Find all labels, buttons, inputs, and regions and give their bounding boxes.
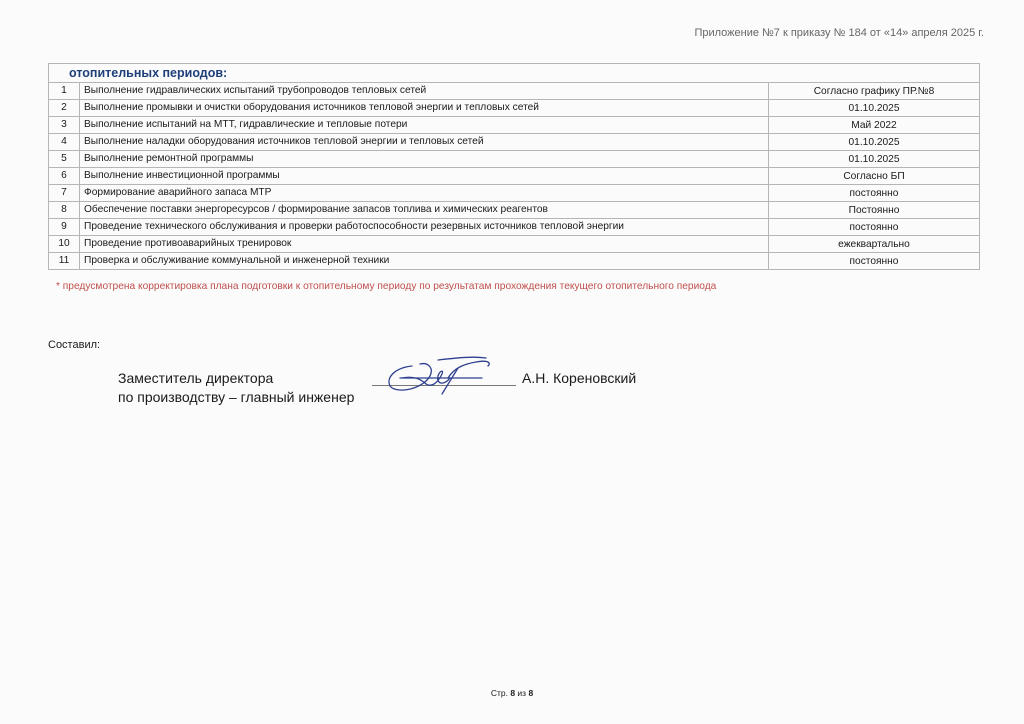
- table-row: [49, 100, 980, 117]
- page-sep: из: [517, 688, 527, 698]
- section-title: отопительных периодов:: [49, 64, 980, 83]
- signer-position-line1: Заместитель директора: [118, 370, 274, 386]
- task-deadline: 01.10.2025: [769, 151, 980, 168]
- row-number: 6: [49, 168, 80, 185]
- table-row: [49, 253, 980, 270]
- table-row: [49, 117, 980, 134]
- task-name: Выполнение ремонтной программы: [80, 151, 769, 168]
- section-title-row: [49, 64, 980, 83]
- task-name: Проведение технического обслуживания и проверки работоспособности резервных источников тепловой энергии: [80, 219, 769, 236]
- page-current: 8: [510, 688, 516, 698]
- row-number: 1: [49, 83, 80, 100]
- task-deadline: Май 2022: [769, 117, 980, 134]
- task-name: Выполнение наладки оборудования источников тепловой энергии и тепловых сетей: [80, 134, 769, 151]
- row-number: 11: [49, 253, 80, 270]
- task-deadline: 01.10.2025: [769, 134, 980, 151]
- task-name: Формирование аварийного запаса МТР: [80, 185, 769, 202]
- signer-position-line2: по производству – главный инженер: [118, 389, 355, 405]
- table-row: [49, 151, 980, 168]
- task-deadline: постоянно: [769, 185, 980, 202]
- page-number: [0, 688, 1024, 698]
- annex-note: Приложение №7 к приказу № 184 от «14» апреля 2025 г.: [694, 27, 984, 39]
- task-name: Проверка и обслуживание коммунальной и инженерной техники: [80, 253, 769, 270]
- row-number: 2: [49, 100, 80, 117]
- table-row: [49, 83, 980, 100]
- handwritten-signature: [372, 348, 522, 404]
- page-total: 8: [528, 688, 534, 698]
- signer-name: А.Н. Кореновский: [522, 370, 637, 386]
- task-deadline: 01.10.2025: [769, 100, 980, 117]
- row-number: 7: [49, 185, 80, 202]
- task-deadline: Постоянно: [769, 202, 980, 219]
- table-row: [49, 168, 980, 185]
- page-prefix: Стр.: [490, 688, 508, 698]
- task-name: Обеспечение поставки энергоресурсов / формирование запасов топлива и химических реагентов: [80, 202, 769, 219]
- footnote: * предусмотрена корректировка плана подготовки к отопительному периоду по результатам прохождения текущего отопительного периода: [56, 281, 717, 292]
- task-name: Выполнение инвестиционной программы: [80, 168, 769, 185]
- composed-label: Составил:: [48, 339, 101, 351]
- task-deadline: постоянно: [769, 219, 980, 236]
- task-deadline: ежеквартально: [769, 236, 980, 253]
- table-row: [49, 219, 980, 236]
- task-deadline: Согласно графику ПР.№8: [769, 83, 980, 100]
- signer-position: [118, 369, 354, 407]
- table-row: [49, 202, 980, 219]
- task-name: Выполнение промывки и очистки оборудования источников тепловой энергии и тепловых сетей: [80, 100, 769, 117]
- task-deadline: постоянно: [769, 253, 980, 270]
- row-number: 10: [49, 236, 80, 253]
- table-row: [49, 134, 980, 151]
- row-number: 4: [49, 134, 80, 151]
- row-number: 9: [49, 219, 80, 236]
- task-deadline: Согласно БП: [769, 168, 980, 185]
- row-number: 3: [49, 117, 80, 134]
- task-name: Выполнение испытаний на МТТ, гидравлические и тепловые потери: [80, 117, 769, 134]
- row-number: 8: [49, 202, 80, 219]
- table-row: [49, 236, 980, 253]
- row-number: 5: [49, 151, 80, 168]
- plan-table: [48, 63, 980, 270]
- table-row: [49, 185, 980, 202]
- task-name: Проведение противоаварийных тренировок: [80, 236, 769, 253]
- task-name: Выполнение гидравлических испытаний трубопроводов тепловых сетей: [80, 83, 769, 100]
